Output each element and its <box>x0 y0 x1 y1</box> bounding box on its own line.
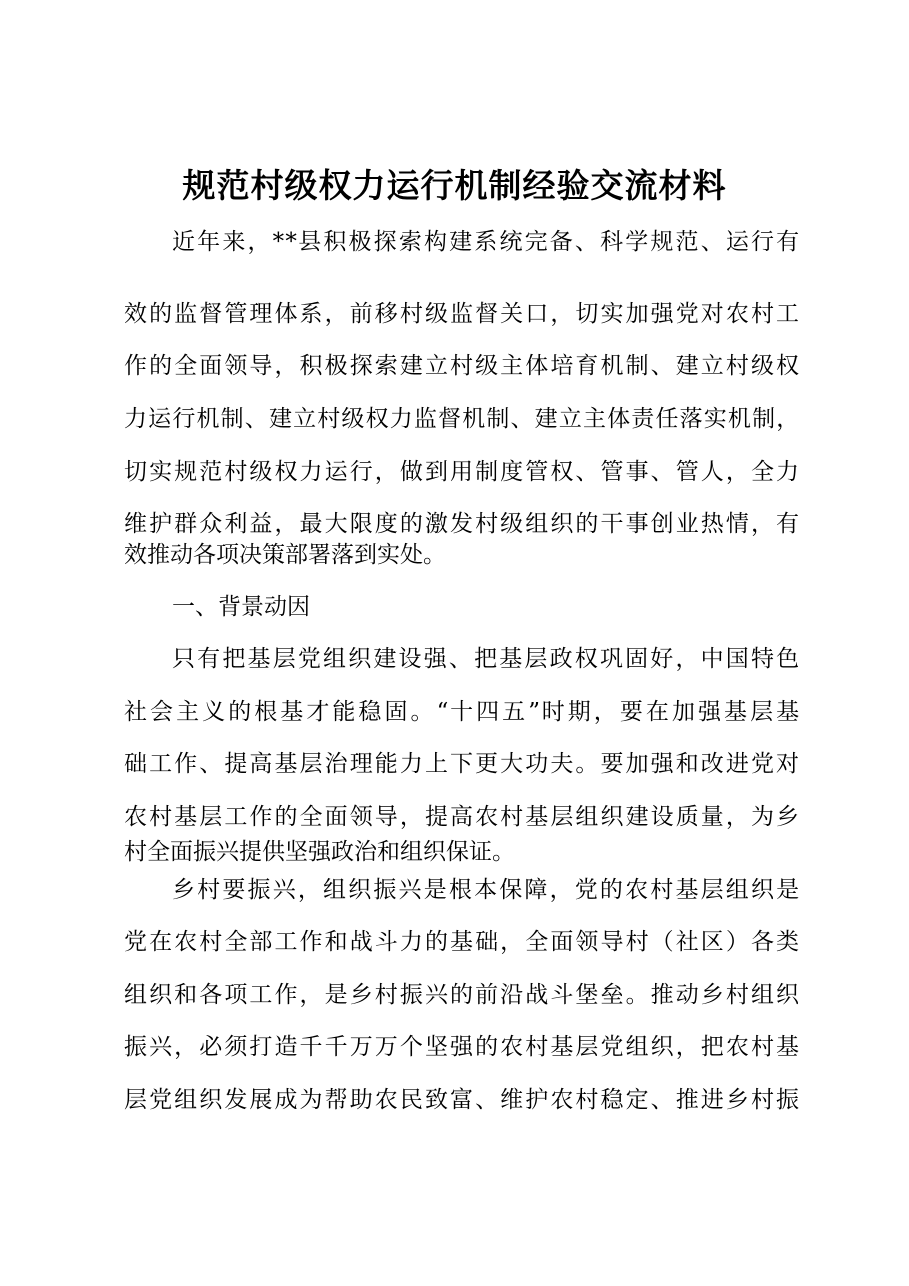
paragraph-2-line-5: 村全面振兴提供坚强政治和组织保证。 <box>124 839 515 865</box>
paragraph-1-line-6: 维 护 群 众 利 益 ， 最 大 限 度 的 激 发 村 级 组 织 的 干 事 创 业 热 情 ， 有 <box>124 511 800 537</box>
paragraph-2-line-3: 础 工 作 、 提 高 基 层 治 理 能 力 上 下 更 大 功 夫 。 要 加 强 和 改 进 党 对 <box>124 751 800 777</box>
paragraph-2-line-2: 社 会 主 义 的 根 基 才 能 稳 固 。 “ 十 四 五 ” 时 期 ， 要 在 加 强 基 层 基 <box>124 699 800 725</box>
paragraph-1-line-4: 力 运 行 机 制 、 建 立 村 级 权 力 监 督 机 制 、 建 立 主 体 责 任 落 实 机 制 ， <box>124 406 800 432</box>
paragraph-2-line-4: 农 村 基 层 工 作 的 全 面 领 导 ， 提 高 农 村 基 层 组 织 建 设 质 量 ， 为 乡 <box>124 804 800 830</box>
paragraph-1-line-1: 近 年 来 ， * * 县 积 极 探 索 构 建 系 统 完 备 、 科 学 规 范 、 运 行 有 <box>172 229 800 255</box>
paragraph-3-line-3: 组 织 和 各 项 工 作 ， 是 乡 村 振 兴 的 前 沿 战 斗 堡 垒 。 推 动 乡 村 组 织 <box>124 982 800 1008</box>
paragraph-3-line-4: 振 兴 ， 必 须 打 造 千 千 万 万 个 坚 强 的 农 村 基 层 党 组 织 ， 把 农 村 基 <box>124 1034 800 1060</box>
paragraph-1-line-7: 效推动各项决策部署落到实处。 <box>124 542 446 568</box>
paragraph-1-line-3: 作 的 全 面 领 导 ， 积 极 探 索 建 立 村 级 主 体 培 育 机 制 、 建 立 村 级 权 <box>124 353 800 379</box>
paragraph-3-line-2: 党 在 农 村 全 部 工 作 和 战 斗 力 的 基 础 ， 全 面 领 导 村 （ 社 区 ） 各 类 <box>124 929 800 955</box>
paragraph-2-line-1: 只 有 把 基 层 党 组 织 建 设 强 、 把 基 层 政 权 巩 固 好 ， 中 国 特 色 <box>172 646 800 672</box>
paragraph-1-line-2: 效 的 监 督 管 理 体 系 ， 前 移 村 级 监 督 关 口 ， 切 实 加 强 党 对 农 村 工 <box>124 301 800 327</box>
section-heading: 一、背景动因 <box>172 594 310 620</box>
paragraph-3-line-1: 乡 村 要 振 兴 ， 组 织 振 兴 是 根 本 保 障 ， 党 的 农 村 基 层 组 织 是 <box>172 877 800 903</box>
document-title: 规范村级权力运行机制经验交流材料 <box>182 166 727 205</box>
paragraph-1-line-5: 切 实 规 范 村 级 权 力 运 行 ， 做 到 用 制 度 管 权 、 管 事 、 管 人 ， 全 力 <box>124 459 800 485</box>
paragraph-3-line-5: 层 党 组 织 发 展 成 为 帮 助 农 民 致 富 、 维 护 农 村 稳 定 、 推 进 乡 村 振 <box>124 1087 800 1113</box>
